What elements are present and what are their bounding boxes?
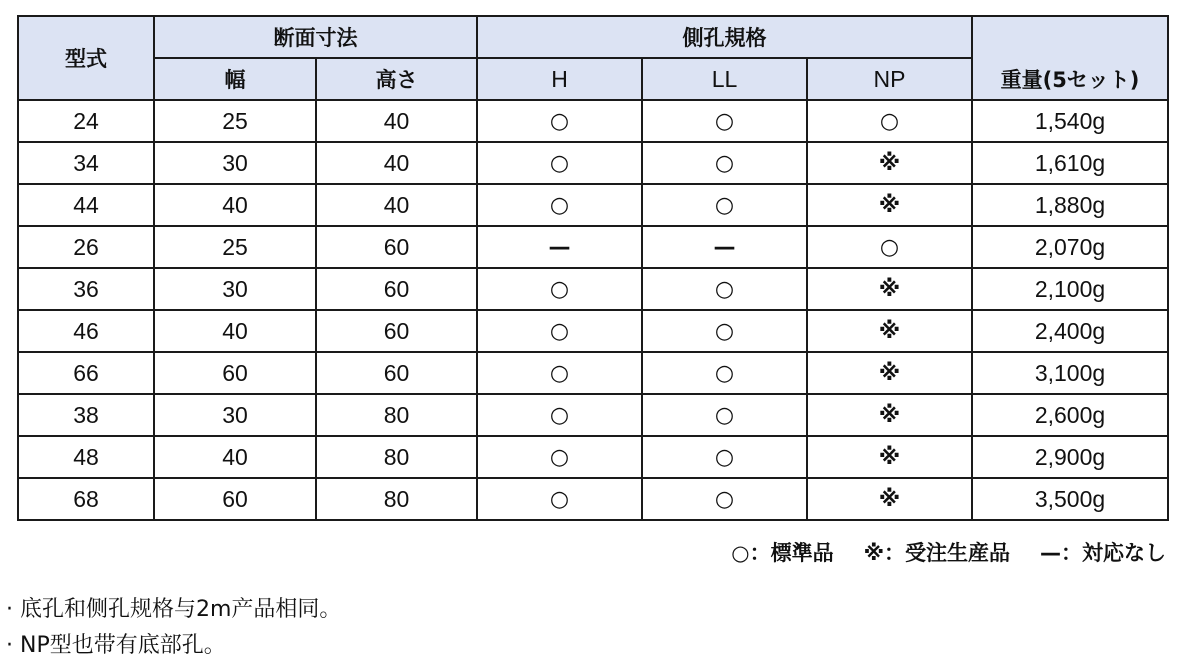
cell-np: ※ [807,478,972,520]
cell-height: 80 [316,478,477,520]
cell-ll: ○ [642,142,807,184]
cell-width: 60 [154,352,316,394]
header-ll: LL [642,58,807,100]
cell-width: 40 [154,310,316,352]
cell-height: 40 [316,184,477,226]
cell-model: 44 [18,184,154,226]
table-row [18,310,1168,352]
legend-made-to-order: ※：受注生産品 [863,541,1010,565]
cell-model: 36 [18,268,154,310]
header-height: 高さ [316,58,477,100]
cell-h: ○ [477,268,642,310]
cell-weight: 1,880g [972,184,1168,226]
cell-height: 60 [316,268,477,310]
cell-height: 80 [316,436,477,478]
cell-weight: 1,610g [972,142,1168,184]
table-row [18,142,1168,184]
cell-model: 68 [18,478,154,520]
cell-h: ○ [477,100,642,142]
cell-weight: 2,600g [972,394,1168,436]
cell-width: 30 [154,394,316,436]
note-line: · 底孔和侧孔规格与2m产品相同。 [6,597,342,622]
cell-model: 38 [18,394,154,436]
cell-height: 80 [316,394,477,436]
cell-height: 40 [316,100,477,142]
table-row [18,184,1168,226]
cell-width: 30 [154,142,316,184]
cell-height: 60 [316,310,477,352]
cell-weight: 2,070g [972,226,1168,268]
table-row [18,394,1168,436]
cell-h: ○ [477,310,642,352]
table-row [18,100,1168,142]
cell-h: ○ [477,352,642,394]
cell-model: 24 [18,100,154,142]
cell-width: 25 [154,100,316,142]
header-np: NP [807,58,972,100]
cell-ll: ○ [642,436,807,478]
cell-width: 40 [154,184,316,226]
cell-ll: — [642,226,807,268]
cell-width: 40 [154,436,316,478]
spec-table [17,15,1169,521]
cell-weight: 2,400g [972,310,1168,352]
cell-ll: ○ [642,352,807,394]
cell-np: ※ [807,310,972,352]
cell-ll: ○ [642,478,807,520]
cell-height: 60 [316,226,477,268]
notes [6,592,341,664]
cell-np: ※ [807,436,972,478]
cell-np: ※ [807,184,972,226]
header-side-hole-spec: 側孔規格 [477,16,972,58]
legend-not-available: —：対応なし [1040,541,1166,565]
cell-ll: ○ [642,100,807,142]
table-row [18,478,1168,520]
cell-np: ○ [807,100,972,142]
cell-model: 46 [18,310,154,352]
cell-ll: ○ [642,268,807,310]
cell-model: 66 [18,352,154,394]
note-line: · NP型也带有底部孔。 [6,633,226,658]
cell-np: ※ [807,142,972,184]
cell-ll: ○ [642,184,807,226]
cell-width: 30 [154,268,316,310]
table-row [18,226,1168,268]
legend [731,537,1166,567]
header-model: 型式 [18,16,154,100]
cell-model: 26 [18,226,154,268]
cell-np: ○ [807,226,972,268]
cell-h: ○ [477,394,642,436]
cell-h: ○ [477,142,642,184]
cell-height: 40 [316,142,477,184]
legend-standard: ○：標準品 [731,541,834,565]
cell-weight: 2,900g [972,436,1168,478]
header-weight: 重量(5セット) [972,58,1168,100]
header-weight-top [972,16,1168,58]
cell-h: ○ [477,436,642,478]
cell-height: 60 [316,352,477,394]
cell-h: ○ [477,478,642,520]
cell-weight: 2,100g [972,268,1168,310]
cell-weight: 3,100g [972,352,1168,394]
cell-model: 34 [18,142,154,184]
cell-h: — [477,226,642,268]
header-width: 幅 [154,58,316,100]
cell-weight: 1,540g [972,100,1168,142]
header-section-dims: 断面寸法 [154,16,477,58]
cell-np: ※ [807,268,972,310]
table-row [18,436,1168,478]
cell-np: ※ [807,352,972,394]
spec-table-body [18,100,1168,520]
table-row [18,268,1168,310]
cell-np: ※ [807,394,972,436]
cell-weight: 3,500g [972,478,1168,520]
cell-ll: ○ [642,310,807,352]
cell-h: ○ [477,184,642,226]
table-row [18,352,1168,394]
cell-ll: ○ [642,394,807,436]
cell-width: 60 [154,478,316,520]
cell-width: 25 [154,226,316,268]
cell-model: 48 [18,436,154,478]
header-h: H [477,58,642,100]
